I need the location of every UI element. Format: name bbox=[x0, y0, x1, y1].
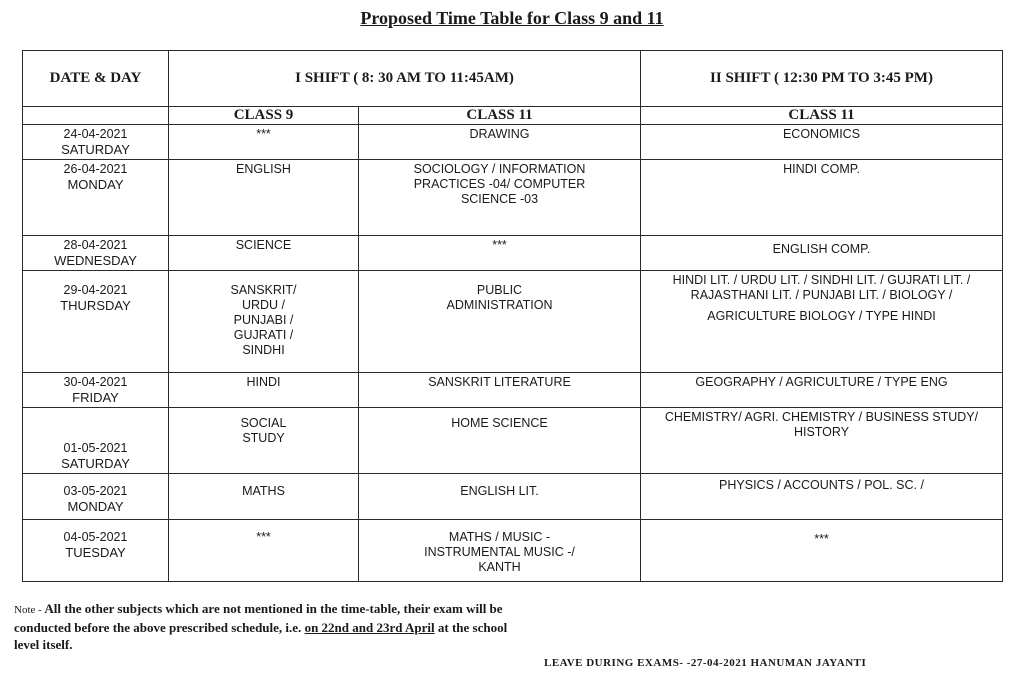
note bbox=[14, 600, 534, 653]
class11-s2-cell: CHEMISTRY/ AGRI. CHEMISTRY / BUSINESS STUDY/ HISTORY bbox=[641, 408, 1003, 474]
date-cell: 03-05-2021 MONDAY bbox=[23, 474, 169, 520]
header-row bbox=[23, 51, 1003, 107]
class9-cell: SOCIAL STUDY bbox=[169, 408, 359, 474]
date-cell: 04-05-2021 TUESDAY bbox=[23, 520, 169, 582]
note-text: All the other subjects which are not mentioned in the time-table, their exam will be conducted before the above prescribed schedule, i.e. bbox=[14, 601, 503, 635]
table-row bbox=[23, 474, 1003, 520]
note-text-after: at the school level itself. bbox=[14, 620, 508, 652]
class9-header: CLASS 9 bbox=[169, 107, 359, 125]
class11-s2-cell: HINDI LIT. / URDU LIT. / SINDHI LIT. / GUJRATI LIT. / RAJASTHANI LIT. / PUNJABI LIT. / BIOLOGY / AGRICULTURE BIOLOGY / TYPE HINDI bbox=[641, 271, 1003, 373]
class11-s1-cell: MATHS / MUSIC - INSTRUMENTAL MUSIC -/ KANTH bbox=[359, 520, 641, 582]
class11-shift2-header: CLASS 11 bbox=[641, 107, 1003, 125]
class9-cell: *** bbox=[169, 520, 359, 582]
time-table bbox=[22, 50, 1003, 582]
class-header-row bbox=[23, 107, 1003, 125]
class11-s1-cell: SOCIOLOGY / INFORMATION PRACTICES -04/ COMPUTER SCIENCE -03 bbox=[359, 160, 641, 236]
date-cell: 01-05-2021 SATURDAY bbox=[23, 408, 169, 474]
class11-s1-cell: DRAWING bbox=[359, 125, 641, 160]
note-lead: Note - bbox=[14, 604, 42, 616]
class9-cell: SANSKRIT/ URDU / PUNJABI / GUJRATI / SINDHI bbox=[169, 271, 359, 373]
date-cell: 24-04-2021 SATURDAY bbox=[23, 125, 169, 160]
class11-s1-cell: SANSKRIT LITERATURE bbox=[359, 373, 641, 408]
note-dates: on 22nd and 23rd April bbox=[304, 620, 435, 635]
class9-cell: ENGLISH bbox=[169, 160, 359, 236]
class9-cell: *** bbox=[169, 125, 359, 160]
class-header-blank bbox=[23, 107, 169, 125]
class9-cell: MATHS bbox=[169, 474, 359, 520]
shift2-header: II SHIFT ( 12:30 PM TO 3:45 PM) bbox=[641, 51, 1003, 107]
table-row bbox=[23, 373, 1003, 408]
shift1-header: I SHIFT ( 8: 30 AM TO 11:45AM) bbox=[169, 51, 641, 107]
class11-s2-cell: GEOGRAPHY / AGRICULTURE / TYPE ENG bbox=[641, 373, 1003, 408]
date-cell: 29-04-2021 THURSDAY bbox=[23, 271, 169, 373]
page-title: Proposed Time Table for Class 9 and 11 bbox=[360, 8, 664, 28]
class11-s2-cell: PHYSICS / ACCOUNTS / POL. SC. / bbox=[641, 474, 1003, 520]
class11-s1-cell: *** bbox=[359, 236, 641, 271]
table-row bbox=[23, 236, 1003, 271]
class11-s2-cell: ECONOMICS bbox=[641, 125, 1003, 160]
class11-s1-cell: PUBLIC ADMINISTRATION bbox=[359, 271, 641, 373]
table-row bbox=[23, 271, 1003, 373]
class11-s2-cell: *** bbox=[641, 520, 1003, 582]
date-cell: 28-04-2021 WEDNESDAY bbox=[23, 236, 169, 271]
leave-notice: LEAVE DURING EXAMS- -27-04-2021 HANUMAN JAYANTI bbox=[544, 657, 867, 669]
class11-s1-cell: ENGLISH LIT. bbox=[359, 474, 641, 520]
class11-s1-cell: HOME SCIENCE bbox=[359, 408, 641, 474]
date-cell: 26-04-2021 MONDAY bbox=[23, 160, 169, 236]
table-row bbox=[23, 125, 1003, 160]
class11-s2-cell: ENGLISH COMP. bbox=[641, 236, 1003, 271]
class9-cell: SCIENCE bbox=[169, 236, 359, 271]
table-row bbox=[23, 520, 1003, 582]
class11-s2-cell: HINDI COMP. bbox=[641, 160, 1003, 236]
date-day-header: DATE & DAY bbox=[23, 51, 169, 107]
date-cell: 30-04-2021 FRIDAY bbox=[23, 373, 169, 408]
table-row bbox=[23, 408, 1003, 474]
class11-shift1-header: CLASS 11 bbox=[359, 107, 641, 125]
class9-cell: HINDI bbox=[169, 373, 359, 408]
table-row bbox=[23, 160, 1003, 236]
